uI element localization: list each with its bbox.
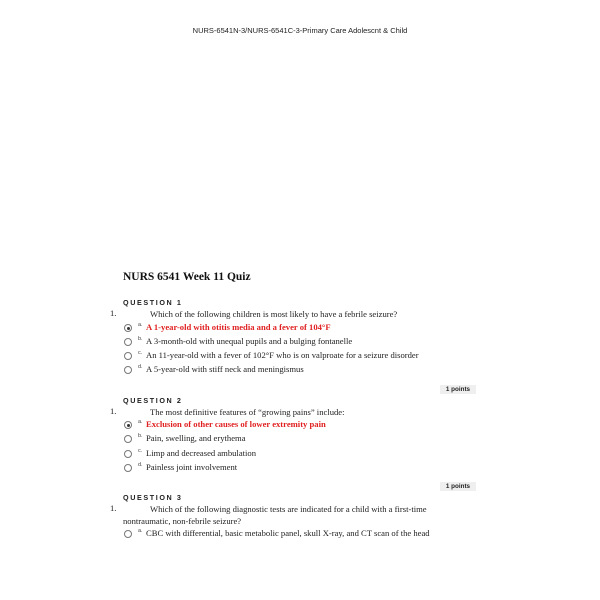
option-text: A 1-year-old with otitis media and a fever of 104°F	[146, 322, 331, 332]
question-text: Which of the following diagnostic tests are indicated for a child with a first-time nontraumatic, non-febrile seizure?	[123, 504, 427, 526]
option-letter: c.	[138, 350, 143, 356]
question-label: QUESTION 2	[123, 396, 183, 405]
question-number: 1.	[110, 503, 117, 513]
radio-button[interactable]	[124, 366, 132, 374]
option-letter: a.	[138, 322, 143, 328]
document-header: NURS-6541N-3/NURS-6541C-3-Primary Care Adolescnt & Child	[192, 26, 408, 35]
radio-button[interactable]	[124, 324, 132, 332]
option-letter: a.	[138, 419, 143, 425]
points-badge: 1 points	[440, 385, 476, 394]
option-letter: d.	[138, 462, 143, 468]
option-letter: d.	[138, 364, 143, 370]
option-text: Painless joint involvement	[146, 462, 238, 472]
radio-button[interactable]	[124, 338, 132, 346]
radio-button[interactable]	[124, 435, 132, 443]
option-letter: c.	[138, 448, 143, 454]
question-number: 1.	[110, 406, 117, 416]
option-letter: b.	[138, 336, 143, 342]
option-letter: b.	[138, 433, 143, 439]
option-text: A 5-year-old with stiff neck and meningismus	[146, 364, 304, 374]
question-text: The most definitive features of “growing pains” include:	[150, 407, 345, 417]
radio-button[interactable]	[124, 352, 132, 360]
question-label: QUESTION 3	[123, 493, 183, 502]
option-text: Limp and decreased ambulation	[146, 448, 257, 458]
option-text: Exclusion of other causes of lower extremity pain	[146, 419, 326, 429]
question-number: 1.	[110, 308, 117, 318]
radio-button[interactable]	[124, 421, 132, 429]
option-text: CBC with differential, basic metabolic panel, skull X-ray, and CT scan of the head	[146, 528, 430, 538]
points-badge: 1 points	[440, 482, 476, 491]
option-text: Pain, swelling, and erythema	[146, 433, 246, 443]
radio-button[interactable]	[124, 530, 132, 538]
radio-button[interactable]	[124, 464, 132, 472]
option-letter: a.	[138, 528, 143, 534]
question-text: Which of the following children is most likely to have a febrile seizure?	[150, 309, 398, 319]
quiz-title: NURS 6541 Week 11 Quiz	[123, 271, 251, 283]
option-text: A 3-month-old with unequal pupils and a bulging fontanelle	[146, 336, 353, 346]
radio-button[interactable]	[124, 450, 132, 458]
question-label: QUESTION 1	[123, 298, 183, 307]
option-text: An 11-year-old with a fever of 102°F who is on valproate for a seizure disorder	[146, 350, 419, 360]
